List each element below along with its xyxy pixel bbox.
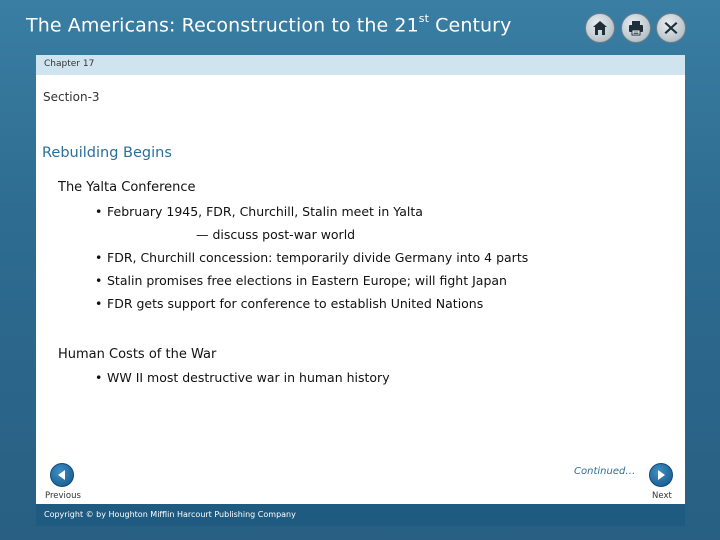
bullet-text: FDR, Churchill concession: temporarily divide Germany into 4 parts	[107, 250, 529, 265]
previous-button[interactable]	[50, 463, 74, 487]
chapter-label: Chapter 17	[44, 59, 95, 69]
chapter-bar	[36, 55, 685, 75]
previous-label[interactable]: Previous	[45, 491, 81, 501]
slide-content	[36, 75, 685, 504]
print-icon	[627, 19, 645, 37]
print-button[interactable]	[621, 13, 651, 43]
bullet-text: FDR gets support for conference to establish United Nations	[107, 296, 484, 311]
close-button[interactable]	[656, 13, 686, 43]
copyright-text: Copyright © by Houghton Mifflin Harcourt Publishing Company	[44, 510, 296, 519]
next-label[interactable]: Next	[652, 491, 672, 501]
bullet-item	[95, 370, 390, 385]
footer-bar	[36, 504, 685, 526]
section-label: Section-3	[43, 90, 100, 104]
bullet-sub-line: — discuss post-war world	[196, 227, 356, 242]
bullet-text: WW II most destructive war in human history	[107, 370, 390, 385]
title-bar	[0, 0, 720, 54]
bullet-item	[95, 273, 507, 288]
bullet-dot: •	[95, 250, 103, 265]
bullet-item	[95, 296, 484, 311]
slide-title: Rebuilding Begins	[42, 145, 172, 161]
bullet-dot: •	[95, 370, 103, 385]
bullet-dot: •	[95, 204, 103, 219]
continued-label: Continued…	[574, 466, 636, 477]
bullet-text: Stalin promises free elections in Eastern Europe; will fight Japan	[107, 273, 507, 288]
home-button[interactable]	[585, 13, 615, 43]
bullet-item	[95, 204, 423, 219]
close-icon	[662, 19, 680, 37]
bullet-dot: •	[95, 296, 103, 311]
arrow-right-icon	[654, 468, 668, 482]
topic-heading-human-costs: Human Costs of the War	[58, 347, 217, 362]
next-button[interactable]	[649, 463, 673, 487]
arrow-left-icon	[55, 468, 69, 482]
bullet-item	[95, 250, 529, 265]
bullet-text: February 1945, FDR, Churchill, Stalin meet in Yalta	[107, 204, 423, 219]
bullet-dot: •	[95, 273, 103, 288]
topic-heading-yalta: The Yalta Conference	[58, 180, 196, 195]
app-title: The Americans: Reconstruction to the 21st Century	[26, 12, 512, 37]
home-icon	[591, 19, 609, 37]
